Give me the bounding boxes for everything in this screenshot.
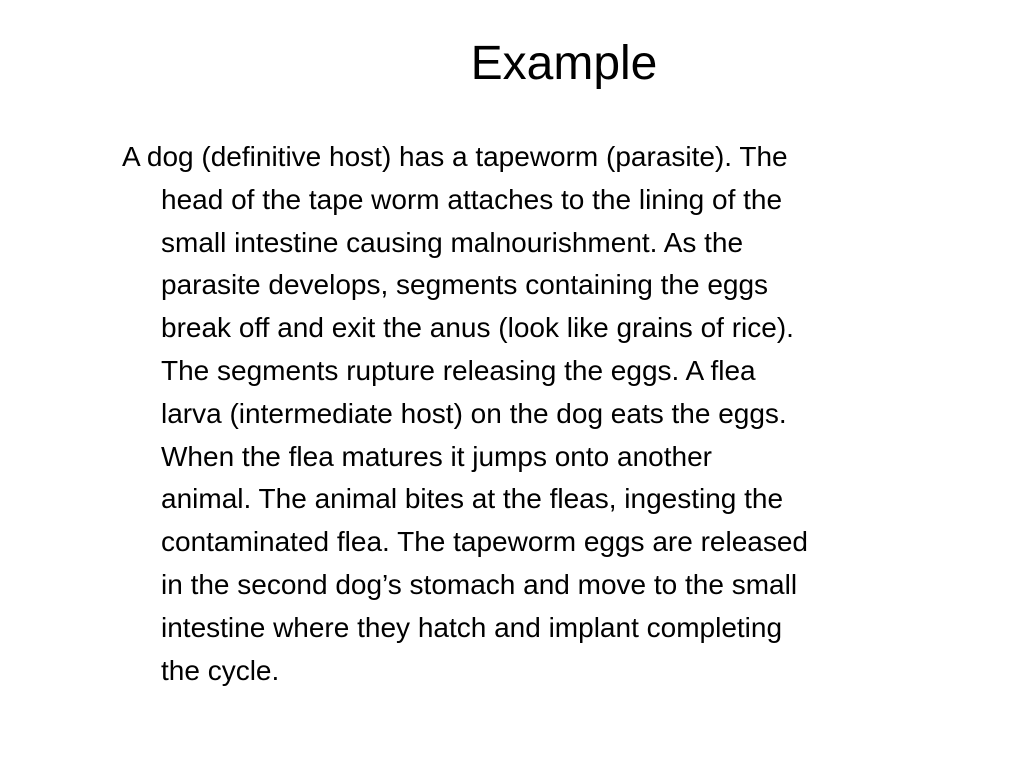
body-line: parasite develops, segments containing the eggs [161,269,769,301]
body-line: When the flea matures it jumps onto another [161,440,712,472]
body-line: in the second dog’s stomach and move to the small [161,568,798,600]
slide-body-text [122,136,1012,692]
body-line: the cycle. [161,654,280,686]
body-line: small intestine causing malnourishment. As the [161,226,744,258]
body-line: A dog (definitive host) has a tapeworm (parasite). The [122,141,788,172]
body-line: larva (intermediate host) on the dog eats the eggs. [161,397,787,429]
body-line: animal. The animal bites at the fleas, ingesting the [161,483,784,515]
body-line: contaminated flea. The tapeworm eggs are released [161,526,808,558]
body-line: head of the tape worm attaches to the lining of the [161,183,783,215]
body-line: intestine where they hatch and implant completing [161,611,783,643]
slide-title: Example [470,37,658,90]
body-line: The segments rupture releasing the eggs. A flea [161,354,756,386]
body-line: break off and exit the anus (look like grains of rice). [161,312,794,344]
